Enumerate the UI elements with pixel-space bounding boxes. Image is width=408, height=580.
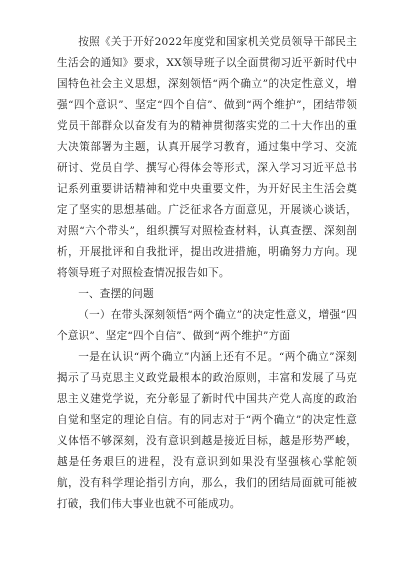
document-body	[57, 32, 357, 515]
body-paragraph: 一是在认识“两个确立”内涵上还有不足。“两个确立”深刻揭示了马克思主义政党最根本的政治原则，丰富和发展了马克思主义建党学说，充分彰显了新时代中国共产党人高度的政治自觉和坚定的理论自信。有的同志对于“两个确立”的决定性意义体悟不够深刻，没有意识到越是接近目标，越是形势严峻，越是任务艰巨的进程，没有意识到如果没有坚强核心掌舵领航，没有科学理论指引方向，那么，我们的团结局面就可能被打破，我们伟大事业也就不可能成功。	[57, 351, 357, 510]
section-heading: 一、查摆的问题	[78, 288, 154, 300]
intro-paragraph: 按照《关于开好2022年度党和国家机关党员领导干部民主生活会的通知》要求，XX领导班子以全面贯彻习近平新时代中国特色社会主义思想，深刻领悟“两个确立”的决定性意义，增强“四个意识”、坚定“四个自信”、做到“两个维护”，团结带领党员干部群众以奋发有为的精神贯彻落实党的二十大作出的重大决策部署为主题，认真开展学习教育，通过集中学习、交流研讨、党员自学、撰写心得体会等形式，深入学习习近平总书记系列重要讲话精神和党中央重要文件，为开好民主生活会奠定了坚实的思想基础。广泛征求各方面意见，开展谈心谈话，对照“六个带头”，组织撰写对照检查材料，认真查摆、深刻剖析，开展批评和自我批评，提出改进措施，明确努力方向。现将领导班子对照检查情况报告如下。	[57, 36, 357, 279]
subsection-heading: （一）在带头深刻领悟“两个确立”的决定性意义，增强“四个意识”、坚定“四个自信”、做到“两个维护”方面	[57, 309, 357, 342]
